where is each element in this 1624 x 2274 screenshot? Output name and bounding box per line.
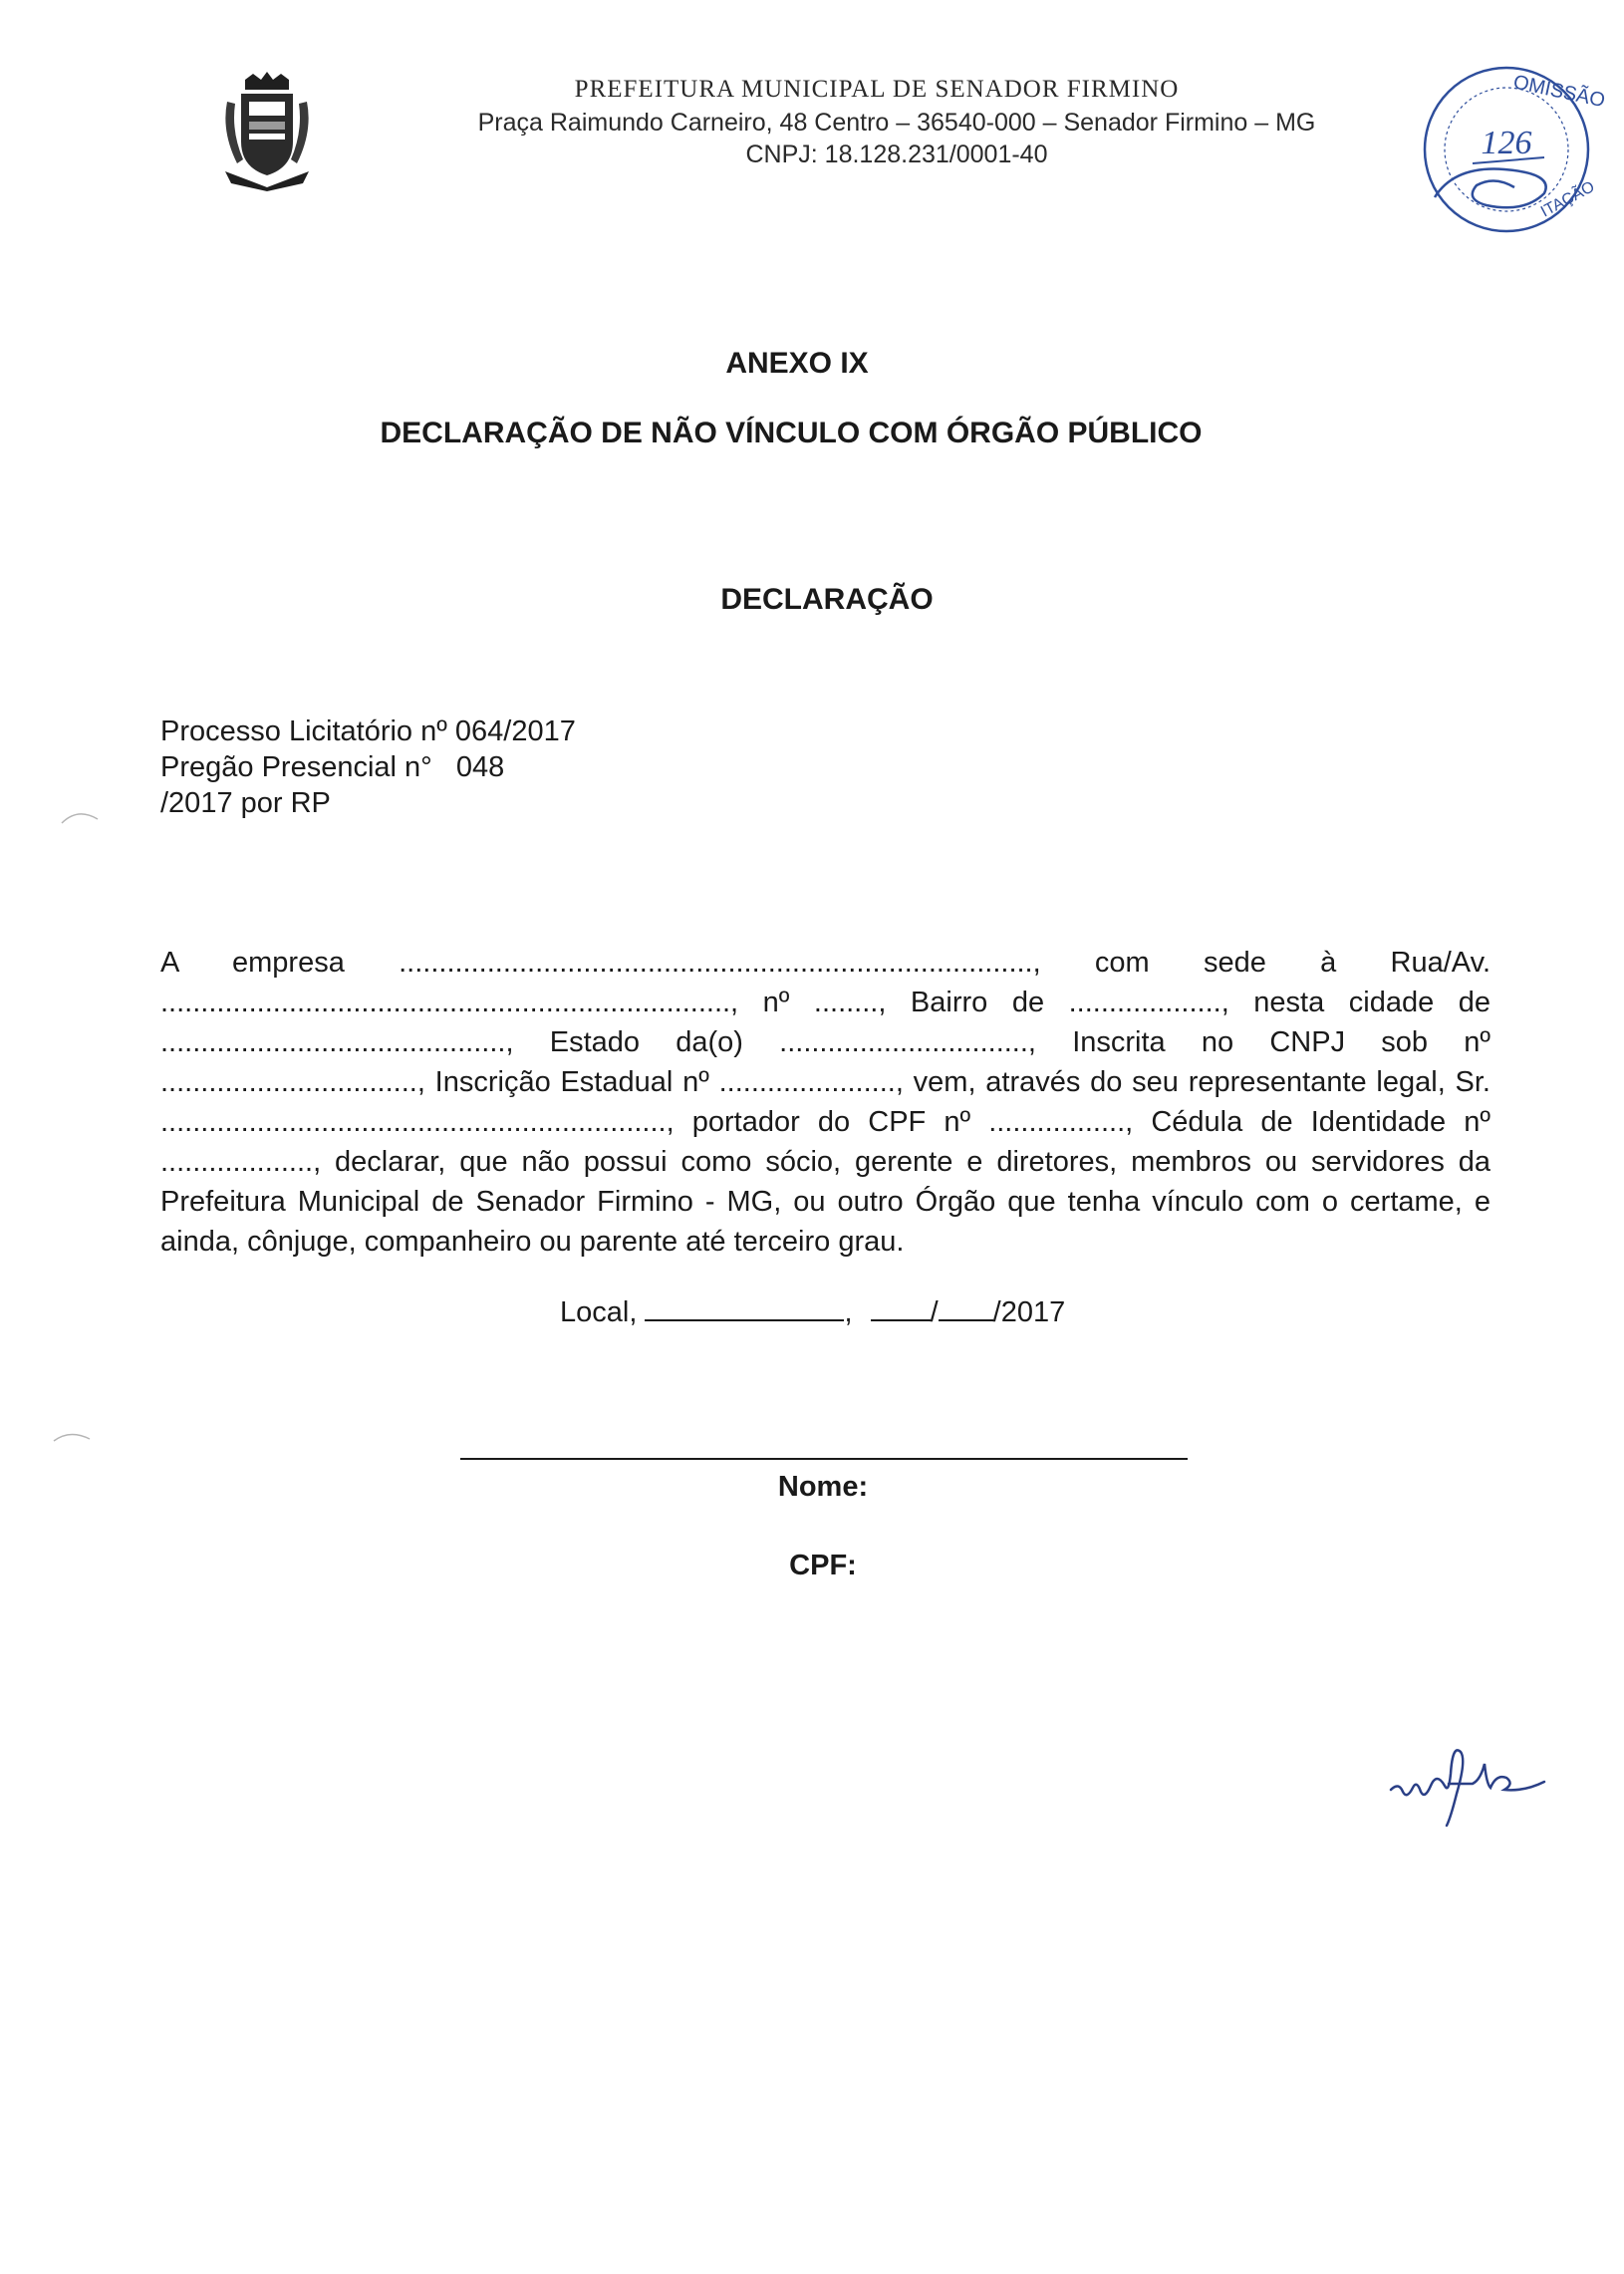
local-date-line: [560, 1293, 1065, 1329]
local-label: Local,: [560, 1296, 638, 1328]
coat-of-arms-icon: [217, 72, 317, 191]
declaration-paragraph: [160, 943, 1490, 1262]
date-year: /2017: [992, 1296, 1066, 1328]
document-title: DECLARAÇÃO DE NÃO VÍNCULO COM ÓRGÃO PÚBLICO: [380, 417, 1203, 449]
municipality-address: Praça Raimundo Carneiro, 48 Centro – 36540-000 – Senador Firmino – MG: [477, 109, 1316, 137]
day-blank[interactable]: [871, 1293, 931, 1321]
municipality-cnpj: CNPJ: 18.128.231/0001-40: [745, 141, 1048, 168]
declaration-text: A empresa ..............................................................................., com sede à Rua/Av. ......................................................................., nº ........, Bairro de ..................., nesta cidade de ..........................................., Estado da(o) ..............................., Inscrita no CNPJ sob nº ................................, Inscrição Estadual nº ......................, vem, através do seu representante legal, Sr. ..............................................................., portador do CPF nº ................., Cédula de Identidade nº ..................., declarar, que não possui como sócio, gerente e diretores, membros ou servidores da Prefeitura Municipal de Senador Firmino - MG, ou outro Órgão que tenha vínculo com o certame, e ainda, cônjuge, companheiro ou parente até terceiro grau.: [160, 947, 1490, 1258]
scan-mark: [60, 805, 100, 825]
cpf-label: CPF:: [789, 1550, 857, 1581]
month-blank[interactable]: [939, 1293, 993, 1321]
auction-number: Pregão Presencial n° 048: [160, 751, 505, 783]
section-title: DECLARAÇÃO: [720, 583, 934, 616]
name-label: Nome:: [777, 1471, 869, 1503]
svg-text:OMISSÃO: OMISSÃO: [1510, 71, 1607, 113]
scan-mark: [52, 1425, 92, 1445]
local-blank[interactable]: [645, 1293, 844, 1321]
annex-title: ANEXO IX: [725, 347, 869, 380]
local-comma: ,: [844, 1296, 853, 1328]
handwritten-initials-icon: [1385, 1734, 1554, 1834]
commission-stamp-icon: [1395, 58, 1607, 237]
process-number: Processo Licitatório nº 064/2017: [160, 715, 576, 747]
signature-line[interactable]: [460, 1458, 1188, 1460]
svg-text:ITAÇÃO: ITAÇÃO: [1537, 178, 1598, 221]
auction-year: /2017 por RP: [160, 787, 331, 819]
municipality-title: PREFEITURA MUNICIPAL DE SENADOR FIRMINO: [574, 76, 1180, 103]
stamp-page-number: 126: [1481, 125, 1532, 161]
date-slash: /: [930, 1296, 939, 1328]
